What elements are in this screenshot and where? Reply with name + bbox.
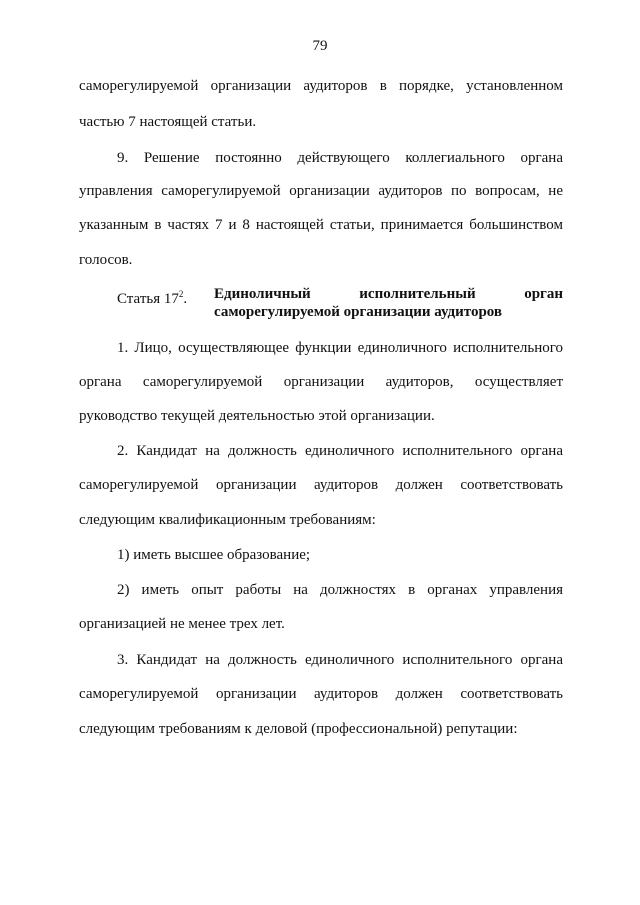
text-line: 3. Кандидат на должность единоличного исполнительного органа xyxy=(117,652,563,668)
text-line: 9. Решение постоянно действующего коллегиального органа xyxy=(117,150,563,166)
page-number: 79 xyxy=(312,38,328,54)
text-line: частью 7 настоящей статьи. xyxy=(79,114,257,130)
text-line: саморегулируемой организации аудиторов должен соответствовать xyxy=(79,477,563,493)
text-line: организацией не менее трех лет. xyxy=(79,616,285,632)
article-title-continuation: саморегулируемой организации аудиторов xyxy=(214,304,503,320)
text-line: голосов. xyxy=(79,252,133,268)
text-line: саморегулируемой организации аудиторов в порядке, установленном xyxy=(79,78,563,94)
text-line: 1) иметь высшее образование; xyxy=(117,547,311,563)
article-label: Статья $17^2$. xyxy=(117,289,188,307)
text-line: указанным в частях 7 и 8 настоящей статьи, принимается большинством xyxy=(79,217,563,233)
text-line: саморегулируемой организации аудиторов должен соответствовать xyxy=(79,686,563,702)
text-line: 1. Лицо, осуществляющее функции единоличного исполнительного xyxy=(117,340,563,356)
text-line: 2) иметь опыт работы на должностях в органах управления xyxy=(117,582,563,598)
text-line: следующим квалификационным требованиям: xyxy=(79,512,376,528)
text-line: органа саморегулируемой организации аудиторов, осуществляет xyxy=(79,374,563,390)
text-line: руководство текущей деятельностью этой организации. xyxy=(79,408,435,424)
text-line: следующим требованиям к деловой (профессиональной) репутации: xyxy=(79,721,518,737)
article-title: Единоличный исполнительный орган xyxy=(214,286,563,302)
text-line: 2. Кандидат на должность единоличного исполнительного органа xyxy=(117,443,563,459)
text-line: управления саморегулируемой организации аудиторов по вопросам, не xyxy=(79,183,563,199)
